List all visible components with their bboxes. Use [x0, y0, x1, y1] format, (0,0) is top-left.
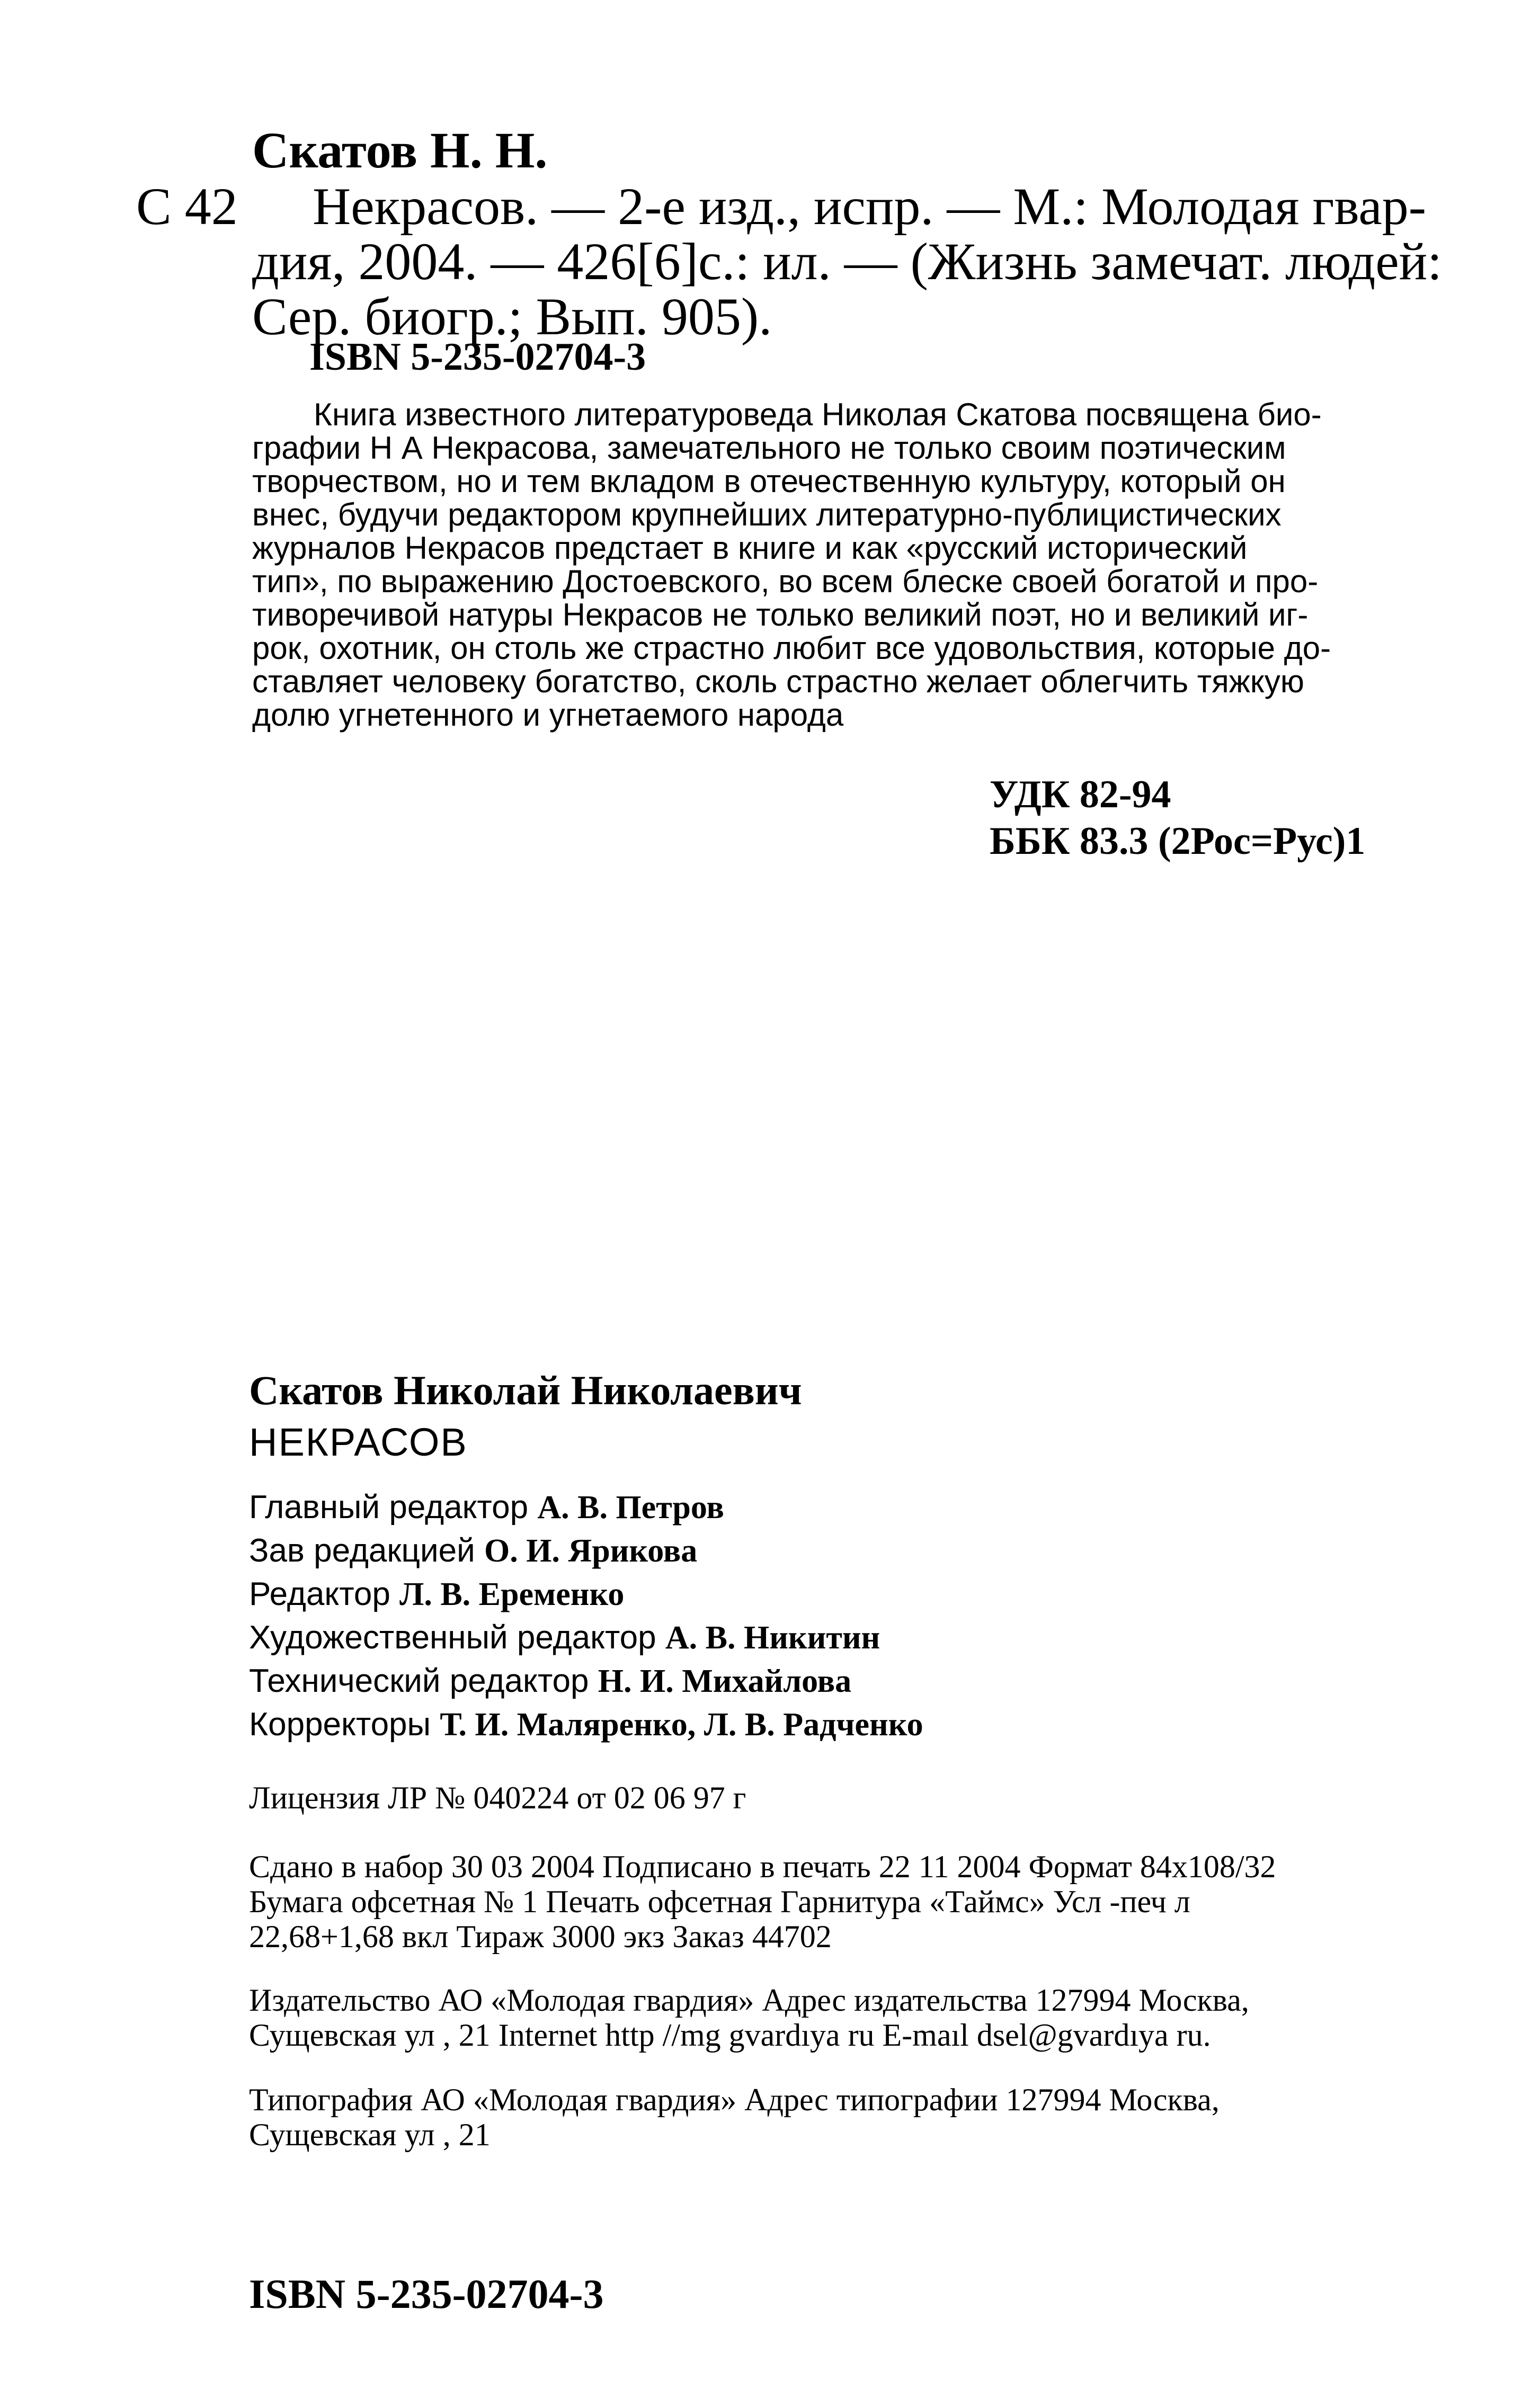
credit-name: А. В. Петров: [537, 1490, 724, 1526]
catalog-line-1: Некрасов. — 2-е изд., испр. — М.: Молодая гвар-: [313, 177, 1427, 236]
credit-name: Т. И. Маляренко, Л. В. Радченко: [440, 1707, 923, 1743]
bbk-code: ББК 83.3 (2Рос=Рус)1: [990, 819, 1366, 863]
annotation-line: рок, охотник, он столь же страстно любит все удовольствия, которые до-: [252, 630, 1331, 666]
credit-role: Главный редактор: [249, 1489, 529, 1526]
credit-role: Редактор: [249, 1576, 390, 1612]
annotation-line: журналов Некрасов предстает в книге и как «русский исторический: [252, 530, 1248, 566]
credit-name: О. И. Ярикова: [484, 1533, 698, 1569]
print-info-line: 22,68+1,68 вкл Тираж 3000 экз Заказ 44702: [249, 1919, 832, 1954]
isbn-bottom: ISBN 5-235-02704-3: [249, 2271, 604, 2317]
credit-line: [249, 1619, 880, 1657]
annotation-line: тиворечивой натуры Некрасов не только великий поэт, но и великий иг-: [252, 597, 1309, 632]
credit-role: Зав редакцией: [249, 1532, 475, 1569]
printer-line: Сущевская ул , 21: [249, 2117, 491, 2152]
print-info-line: Сдано в набор 30 03 2004 Подписано в печать 22 11 2004 Формат 84x108/32: [249, 1849, 1276, 1884]
credit-line: [249, 1706, 923, 1744]
annotation-line: ставляет человеку богатство, сколь страстно желает облегчить тяжкую: [252, 664, 1304, 699]
credit-line: [249, 1662, 851, 1700]
annotation-line: творчеством, но и тем вкладом в отечественную культуру, который он: [252, 463, 1286, 499]
isbn-top: ISBN 5-235-02704-3: [309, 335, 646, 379]
printer-line: Типография АО «Молодая гвардия» Адрес типографии 127994 Москва,: [249, 2082, 1220, 2117]
credit-line: [249, 1575, 624, 1613]
publisher-line: Сущевская ул , 21 Internet http //mg gvardıya ru E-maıl dsel@gvardıya ru.: [249, 2018, 1211, 2053]
license-line: Лицензия ЛР № 040224 от 02 06 97 г: [249, 1780, 746, 1815]
credit-line: [249, 1488, 724, 1527]
credit-name: Н. И. Михайлова: [598, 1663, 852, 1699]
credit-name: А. В. Никитин: [665, 1620, 880, 1656]
credit-name: Л. В. Еременко: [399, 1576, 625, 1612]
catalog-author: Скатов Н. Н.: [252, 122, 548, 179]
publisher-line: Издательство АО «Молодая гвардия» Адрес издательства 127994 Москва,: [249, 1983, 1249, 2018]
credit-role: Художественный редактор: [249, 1619, 656, 1656]
colophon-title: НЕКРАСОВ: [249, 1420, 468, 1464]
credit-role: Корректоры: [249, 1706, 431, 1743]
annotation-line: внес, будучи редактором крупнейших литературно-публицистических: [252, 497, 1281, 532]
catalog-line-2: дия, 2004. — 426[6]с.: ил. — (Жизнь замечат. людей:: [252, 232, 1443, 291]
annotation-line: Книга известного литературоведа Николая Скатова посвящена био-: [314, 397, 1322, 432]
print-info-line: Бумага офсетная № 1 Печать офсетная Гарнитура «Таймс» Усл -печ л: [249, 1884, 1190, 1919]
annotation-line: тип», по выражению Достоевского, во всем блеске своей богатой и про-: [252, 564, 1319, 599]
credit-line: [249, 1532, 697, 1570]
annotation-line: графии Н А Некрасова, замечательного не только своим поэтическим: [252, 430, 1286, 466]
catalog-code: С 42: [136, 177, 238, 236]
credit-role: Технический редактор: [249, 1663, 589, 1699]
catalog-line-3: Сер. биогр.; Вып. 905).: [252, 287, 772, 346]
udk-code: УДК 82-94: [990, 773, 1171, 816]
annotation-line: долю угнетенного и угнетаемого народа: [252, 697, 844, 733]
colophon-author: Скатов Николай Николаевич: [249, 1367, 802, 1413]
